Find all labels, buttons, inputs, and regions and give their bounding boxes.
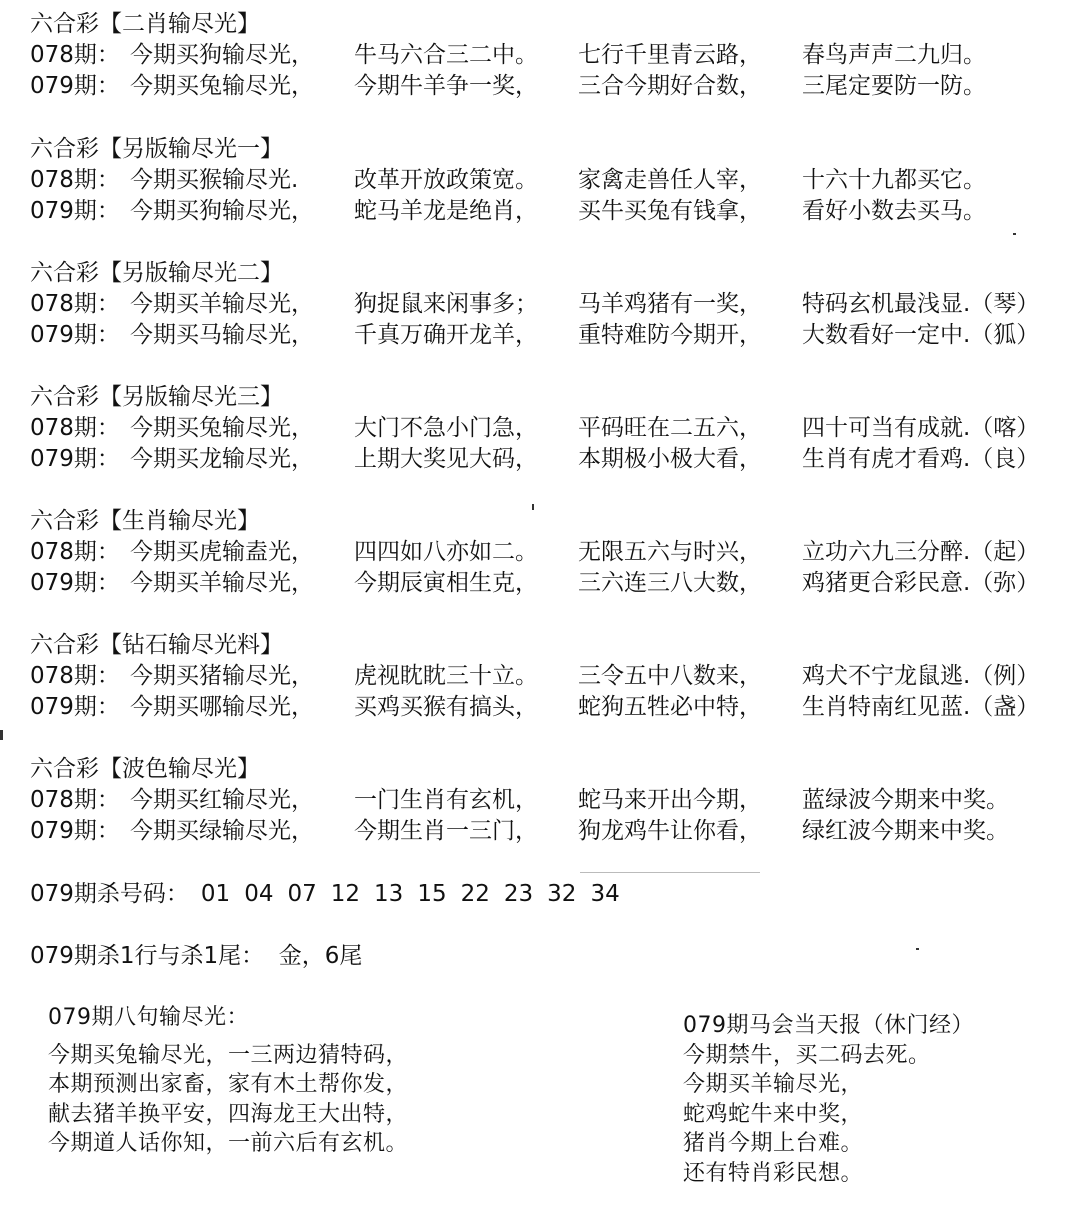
verse-phrase-1: 今期买兔输尽光，	[130, 73, 314, 99]
verse-phrase-3: 三六连三八大数，	[578, 570, 762, 596]
verse-phrase-4: 特码玄机最浅显.（琴）	[802, 291, 1040, 317]
issue-label: 079期：	[30, 322, 120, 348]
verse-phrase-3: 家禽走兽任人宰，	[578, 167, 762, 193]
verse-phrase-2: 蛇马羊龙是绝肖，	[354, 198, 538, 224]
section-title: 六合彩【另版输尽光一】	[30, 136, 283, 162]
section-title: 六合彩【二肖输尽光】	[30, 11, 260, 37]
issue-row-078	[30, 165, 1075, 196]
issue-row-079	[30, 444, 1075, 475]
scan-line	[580, 872, 760, 873]
issue-label: 079期：	[30, 818, 120, 844]
verse-phrase-3: 狗龙鸡牛让你看，	[578, 818, 762, 844]
verse-phrase-1: 今期买马输尽光，	[130, 322, 314, 348]
verse-phrase-3: 重特难防今期开，	[578, 322, 762, 348]
section-title: 六合彩【另版输尽光二】	[30, 260, 283, 286]
poem-line: 猪肖今期上台难。	[683, 1131, 864, 1156]
issue-row-078	[30, 537, 1075, 568]
verse-phrase-3: 本期极小极大看，	[578, 446, 762, 472]
verse-phrase-1: 今期买红输尽光，	[130, 787, 314, 813]
poem-line: 蛇鸡蛇牛来中奖，	[683, 1101, 864, 1127]
kill-number: 12	[330, 881, 361, 907]
verse-phrase-3: 平码旺在二五六，	[578, 415, 762, 441]
issue-row-079	[30, 320, 1075, 351]
poem-horse-club	[683, 1011, 974, 1188]
verse-phrase-2: 改革开放政策宽。	[354, 167, 538, 193]
poem-eight-lines	[48, 1003, 408, 1159]
verse-phrase-2: 牛马六合三二中。	[354, 42, 538, 68]
verse-phrase-1: 今期买龙输尽光，	[130, 446, 314, 472]
issue-row-078	[30, 661, 1075, 692]
verse-phrase-2: 千真万确开龙羊，	[354, 322, 538, 348]
issue-row-078	[30, 413, 1075, 444]
verse-phrase-2: 今期生肖一三门，	[354, 818, 538, 844]
verse-phrase-2: 狗捉鼠来闲事多；	[354, 291, 538, 317]
issue-label: 078期：	[30, 663, 120, 689]
kill-number: 15	[417, 881, 447, 907]
issue-label: 078期：	[30, 291, 120, 317]
verse-phrase-2: 今期牛羊争一奖，	[354, 73, 538, 99]
verse-phrase-4: 鸡猪更合彩民意.（弥）	[802, 570, 1040, 596]
verse-phrase-1: 今期买狗输尽光，	[130, 198, 314, 224]
section-ling-ban-2	[30, 258, 1075, 351]
section-ling-ban-1	[30, 134, 1075, 227]
poem-line: 本期预测出家畜，家有木土帮你发，	[48, 1072, 409, 1097]
verse-phrase-4: 鸡犬不宁龙鼠逃.（例）	[802, 663, 1040, 689]
kill-number: 01	[200, 881, 231, 907]
verse-phrase-4: 看好小数去买马。	[802, 198, 986, 224]
kill-number: 34	[590, 881, 620, 907]
kill-number: 32	[547, 881, 577, 907]
verse-phrase-4: 三尾定要防一防。	[802, 73, 986, 99]
scan-speck	[532, 504, 534, 510]
issue-label: 078期：	[30, 787, 120, 813]
kill-number: 07	[287, 881, 317, 907]
verse-phrase-1: 今期买绿输尽光，	[130, 818, 314, 844]
verse-phrase-4: 四十可当有成就.（喀）	[802, 415, 1040, 441]
issue-label: 078期：	[30, 42, 120, 68]
kill-numbers-line	[30, 879, 634, 910]
kill-number: 23	[503, 881, 534, 907]
verse-phrase-1: 今期买猴输尽光.	[130, 167, 299, 193]
issue-label: 078期：	[30, 415, 120, 441]
issue-label: 079期：	[30, 198, 120, 224]
kill-element-line: 079期杀1行与杀1尾： 金，6尾	[30, 943, 363, 969]
section-title: 六合彩【生肖输尽光】	[30, 508, 260, 534]
kill-numbers-label: 079期杀号码：	[30, 881, 189, 907]
verse-phrase-3: 买牛买兔有钱拿，	[578, 198, 762, 224]
verse-phrase-1: 今期买哪输尽光，	[130, 694, 314, 720]
verse-phrase-4: 春鸟声声二九归。	[802, 42, 986, 68]
issue-row-079	[30, 71, 1075, 102]
section-title: 六合彩【另版输尽光三】	[30, 384, 283, 410]
verse-phrase-1: 今期买猪输尽光，	[130, 663, 314, 689]
section-title: 六合彩【钻石输尽光料】	[30, 632, 283, 658]
scan-speck	[1013, 233, 1016, 235]
issue-row-079	[30, 568, 1075, 599]
scan-speck	[916, 948, 919, 950]
section-ling-ban-3	[30, 382, 1075, 475]
kill-number: 04	[244, 881, 274, 907]
verse-phrase-3: 三令五中八数来，	[578, 663, 762, 689]
poem-line: 今期道人话你知，一前六后有玄机。	[48, 1131, 409, 1156]
verse-phrase-3: 三合今期好合数，	[578, 73, 762, 99]
section-er-xiao	[30, 9, 1075, 102]
issue-label: 078期：	[30, 539, 120, 565]
verse-phrase-3: 蛇马来开出今期，	[578, 787, 762, 813]
issue-row-079	[30, 816, 1075, 847]
verse-phrase-4: 立功六九三分醉.（起）	[802, 539, 1040, 565]
issue-label: 079期：	[30, 446, 120, 472]
issue-row-079	[30, 692, 1075, 723]
issue-label: 079期：	[30, 694, 120, 720]
poem-line: 今期买兔输尽光，一三两边猜特码，	[48, 1042, 409, 1068]
issue-row-079	[30, 196, 1075, 227]
poem-title: 079期八句输尽光：	[48, 1005, 249, 1030]
issue-row-078	[30, 289, 1075, 320]
verse-phrase-2: 今期辰寅相生克，	[354, 570, 538, 596]
section-bo-se	[30, 754, 1075, 847]
scan-speck	[0, 730, 3, 740]
verse-phrase-2: 一门生肖有玄机，	[354, 787, 538, 813]
poem-line: 今期买羊输尽光，	[683, 1072, 864, 1097]
kill-number: 13	[374, 881, 404, 907]
issue-label: 078期：	[30, 167, 120, 193]
verse-phrase-4: 十六十九都买它。	[802, 167, 986, 193]
issue-label: 079期：	[30, 73, 120, 99]
verse-phrase-2: 四四如八亦如二。	[354, 539, 538, 565]
verse-phrase-1: 今期买兔输尽光，	[130, 415, 314, 441]
verse-phrase-1: 今期买虎输盍光，	[130, 539, 314, 565]
verse-phrase-3: 蛇狗五牲必中特，	[578, 694, 762, 720]
verse-phrase-2: 上期大奖见大码，	[354, 446, 538, 472]
section-zuan-shi	[30, 630, 1075, 723]
verse-phrase-2: 大门不急小门急，	[354, 415, 538, 441]
verse-phrase-1: 今期买羊输尽光，	[130, 570, 314, 596]
verse-phrase-1: 今期买羊输尽光，	[130, 291, 314, 317]
verse-phrase-4: 生肖有虎才看鸡.（良）	[802, 446, 1040, 472]
issue-row-078	[30, 40, 1075, 71]
verse-phrase-3: 无限五六与时兴，	[578, 539, 762, 565]
section-sheng-xiao	[30, 506, 1075, 599]
verse-phrase-4: 生肖特南红见蓝.（盏）	[802, 694, 1040, 720]
poem-line: 今期禁牛，买二码去死。	[683, 1042, 931, 1068]
poem-title: 079期马会当天报（休门经）	[683, 1013, 974, 1038]
verse-phrase-3: 七行千里青云路，	[578, 42, 762, 68]
verse-phrase-3: 马羊鸡猪有一奖，	[578, 291, 762, 317]
verse-phrase-4: 蓝绿波今期来中奖。	[802, 787, 1009, 813]
section-title: 六合彩【波色输尽光】	[30, 756, 260, 782]
verse-phrase-4: 大数看好一定中.（狐）	[802, 322, 1040, 348]
poem-line: 还有特肖彩民想。	[683, 1160, 864, 1186]
verse-phrase-2: 虎视眈眈三十立。	[354, 663, 538, 689]
verse-phrase-4: 绿红波今期来中奖。	[802, 818, 1009, 844]
issue-row-078	[30, 785, 1075, 816]
poem-line: 献去猪羊换平安，四海龙王大出特，	[48, 1101, 409, 1127]
issue-label: 079期：	[30, 570, 120, 596]
verse-phrase-1: 今期买狗输尽光，	[130, 42, 314, 68]
kill-number: 22	[460, 881, 490, 907]
verse-phrase-2: 买鸡买猴有搞头，	[354, 694, 538, 720]
